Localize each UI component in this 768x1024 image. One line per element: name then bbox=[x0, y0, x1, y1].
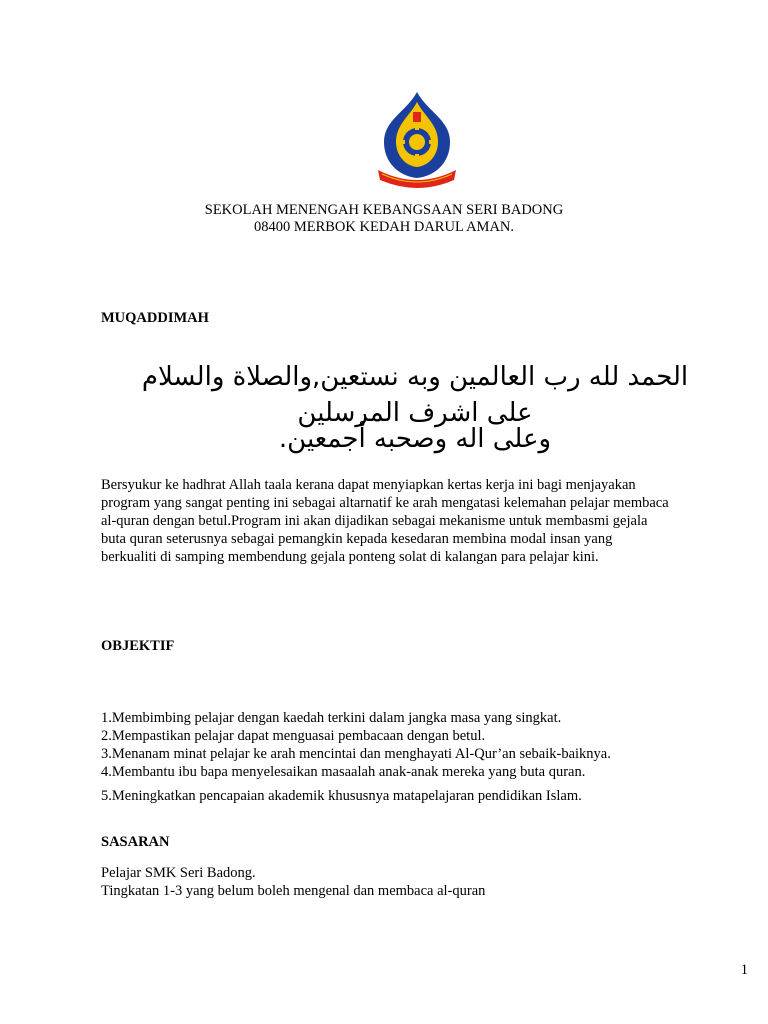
paragraph-line: Bersyukur ke hadhrat Allah taala kerana dapat menyiapkan kertas kerja ini bagi menjayakan bbox=[101, 477, 636, 493]
school-name: SEKOLAH MENENGAH KEBANGSAAN SERI BADONG bbox=[204, 202, 564, 218]
arabic-opening-line-1: الحمد لله رب العالمين وبه نستعين,والصلاة والسلام bbox=[141, 362, 689, 392]
objektif-item: 3.Menanam minat pelajar ke arah mencintai dan menghayati Al-Qur’an sebaik-baiknya. bbox=[101, 746, 611, 762]
muqaddimah-heading: MUQADDIMAH bbox=[101, 310, 209, 326]
arabic-opening-line-2: على اشرف المرسلين bbox=[297, 398, 533, 428]
sasaran-line: Tingkatan 1-3 yang belum boleh mengenal dan membaca al-quran bbox=[101, 883, 486, 899]
paragraph-line: al-quran dengan betul.Program ini akan dijadikan sebagai mekanisme untuk membasmi gejala bbox=[101, 513, 648, 529]
objektif-item: 1.Membimbing pelajar dengan kaedah terkini dalam jangka masa yang singkat. bbox=[101, 710, 562, 726]
paragraph-line: program yang sangat penting ini sebagai altarnatif ke arah mengatasi kelemahan pelajar membaca bbox=[101, 495, 669, 511]
paragraph-line: buta quran seterusnya sebagai pemangkin kepada kesedaran membina modal insan yang bbox=[101, 531, 613, 547]
school-crest-logo bbox=[376, 90, 458, 190]
objektif-item: 4.Membantu ibu bapa menyelesaikan masaalah anak-anak mereka yang buta quran. bbox=[101, 764, 586, 780]
muqaddimah-paragraph bbox=[101, 476, 741, 566]
sasaran-heading: SASARAN bbox=[101, 834, 170, 850]
paragraph-line: berkualiti di samping membendung gejala ponteng solat di kalangan para pelajar kini. bbox=[101, 549, 599, 565]
objektif-item: 5.Meningkatkan pencapaian akademik khususnya matapelajaran pendidikan Islam. bbox=[101, 788, 582, 804]
objektif-heading: OBJEKTIF bbox=[101, 638, 175, 654]
page-number: 1 bbox=[740, 962, 748, 978]
sasaran-line: Pelajar SMK Seri Badong. bbox=[101, 865, 256, 881]
school-address: 08400 MERBOK KEDAH DARUL AMAN. bbox=[253, 219, 515, 235]
objektif-item: 2.Mempastikan pelajar dapat menguasai pembacaan dengan betul. bbox=[101, 728, 486, 744]
arabic-opening-line-3: وعلى اله وصحبه أجمعين. bbox=[278, 424, 552, 454]
